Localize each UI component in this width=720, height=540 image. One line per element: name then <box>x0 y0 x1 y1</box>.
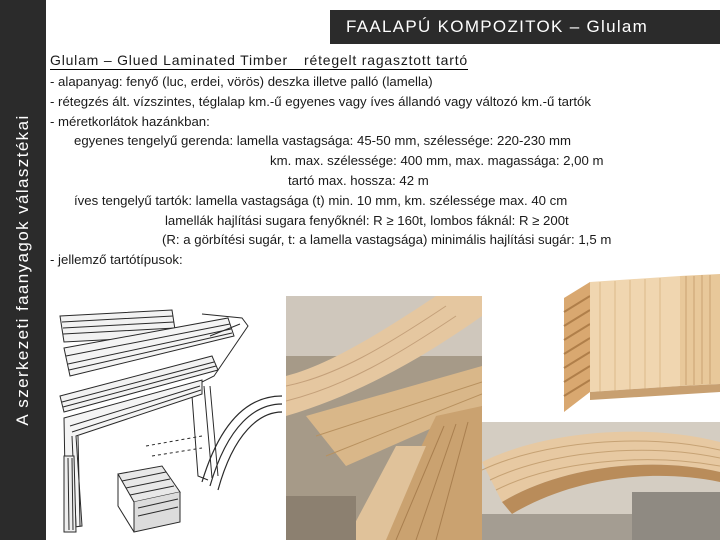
body-text <box>50 72 718 270</box>
subtitle-english: Glulam – Glued Laminated Timber <box>50 52 289 68</box>
sidebar <box>0 0 46 540</box>
body-line: - alapanyag: fenyő (luc, erdei, vörös) deszka illetve palló (lamella) <box>50 74 433 89</box>
curved-glulam-beams-photo <box>286 296 482 540</box>
body-line: tartó max. hossza: 42 m <box>288 172 429 188</box>
page-title: FAALAPÚ KOMPOZITOK – Glulam <box>346 17 649 36</box>
glulam-beam-types-drawing <box>52 296 284 540</box>
body-line: íves tengelyű tartók: lamella vastagsága (t) min. 10 mm, km. szélessége max. 40 cm <box>74 192 568 208</box>
body-line: egyenes tengelyű gerenda: lamella vastagsága: 45-50 mm, szélessége: 220-230 mm <box>74 133 572 149</box>
body-line: - rétegzés ált. vízszintes, téglalap km.-ű egyenes vagy íves állandó vagy változó km.-ű tartók <box>50 93 591 109</box>
sidebar-title: A szerkezeti faanyagok választékai <box>13 114 32 426</box>
curved-glulam-arc-photo <box>482 422 720 540</box>
body-line: lamellák hajlítási sugara fenyőknél: R ≥ 160t, lombos fáknál: R ≥ 200t <box>165 212 569 228</box>
subtitle-hungarian: rétegelt ragasztott tartó <box>304 52 468 68</box>
title-bar <box>330 10 720 44</box>
subtitle <box>50 52 468 70</box>
body-line: (R: a görbítési sugár, t: a lamella vastagsága) minimális hajlítási sugár: 1,5 m <box>162 232 612 248</box>
body-line: km. max. szélessége: 400 mm, max. magassága: 2,00 m <box>270 153 604 169</box>
body-line: - jellemző tartótípusok: <box>50 252 183 268</box>
glulam-block-cross-section-photo <box>560 272 720 422</box>
body-line: - méretkorlátok hazánkban: <box>50 113 210 129</box>
